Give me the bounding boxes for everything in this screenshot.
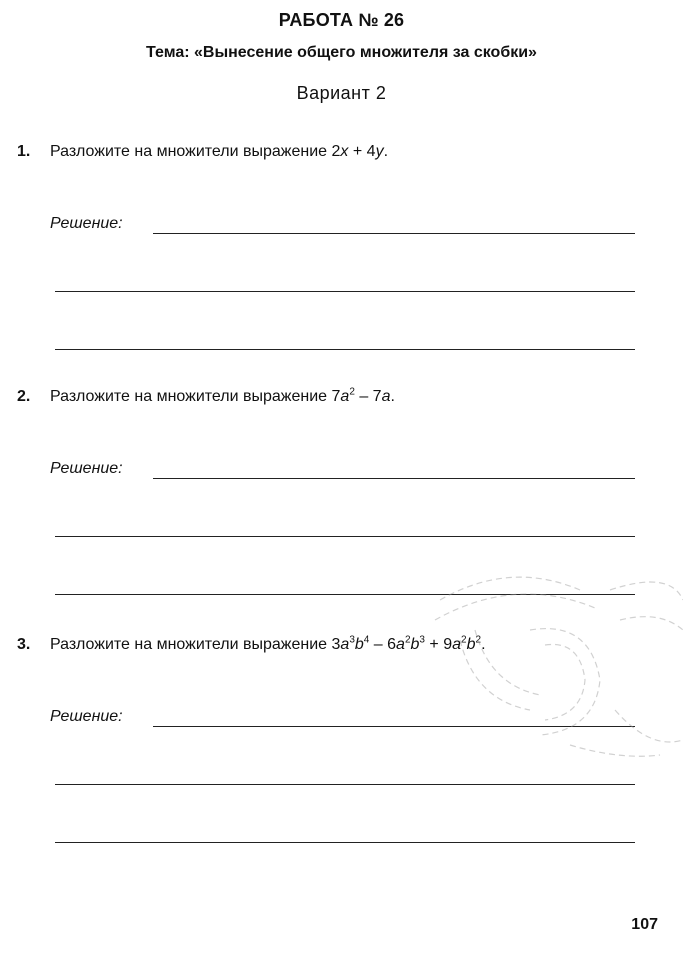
task-expression: $7a^2 - 7a$. [331,386,395,405]
task-expression: $3a^3b^4 - 6a^2b^3 + 9a^2b^2$. [331,634,486,653]
solution-label: Решение: [50,215,123,232]
watermark-icon [420,560,683,760]
answer-line[interactable] [55,536,635,537]
task-expression: 2x + 4y. [331,143,389,160]
work-title: РАБОТА № 26 [278,10,405,30]
page-number: 107 [631,916,658,933]
answer-line[interactable] [55,291,635,292]
variant-label: Вариант 2 [296,83,387,103]
task-text [50,388,395,406]
solution-label: Решение: [50,460,123,477]
task-number: 1. [17,143,31,160]
task-number: 3. [17,636,31,653]
answer-line[interactable] [153,233,635,234]
task-prompt: Разложите на множители выражение [50,388,328,405]
task-prompt: Разложите на множители выражение [50,636,328,653]
answer-line[interactable] [55,842,635,843]
topic-title: Тема: «Вынесение общего множителя за скобки» [146,44,537,61]
task-number: 2. [17,388,31,405]
task-text [50,143,388,161]
solution-label: Решение: [50,708,123,725]
answer-line[interactable] [55,349,635,350]
answer-line[interactable] [153,478,635,479]
task-1 [0,143,683,383]
task-prompt: Разложите на множители выражение [50,143,328,160]
answer-line[interactable] [55,784,635,785]
